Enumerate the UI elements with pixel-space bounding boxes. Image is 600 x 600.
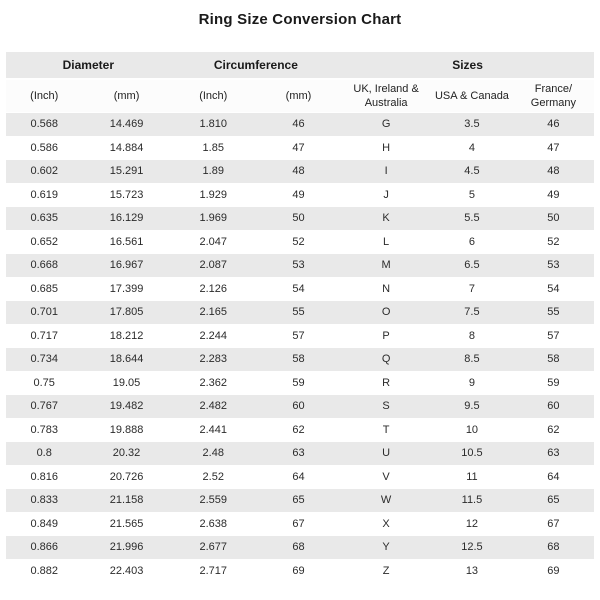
- table-cell: 0.816: [6, 465, 82, 489]
- group-header-sizes: Sizes: [341, 52, 594, 79]
- table-cell: 58: [256, 348, 341, 372]
- table-cell: 68: [513, 536, 594, 560]
- table-cell: 21.158: [82, 489, 170, 513]
- table-cell: 12: [431, 512, 513, 536]
- table-cell: 1.85: [171, 136, 256, 160]
- table-cell: 0.652: [6, 230, 82, 254]
- table-cell: 12.5: [431, 536, 513, 560]
- table-cell: 60: [256, 395, 341, 419]
- table-cell: 65: [256, 489, 341, 513]
- table-cell: 0.8: [6, 442, 82, 466]
- table-cell: 64: [513, 465, 594, 489]
- table-cell: 20.726: [82, 465, 170, 489]
- table-cell: 21.565: [82, 512, 170, 536]
- table-cell: 2.362: [171, 371, 256, 395]
- table-cell: 2.165: [171, 301, 256, 325]
- table-cell: X: [341, 512, 431, 536]
- table-cell: 0.734: [6, 348, 82, 372]
- table-cell: 19.05: [82, 371, 170, 395]
- table-cell: 22.403: [82, 559, 170, 583]
- table-cell: 69: [256, 559, 341, 583]
- table-row: [6, 348, 594, 372]
- table-cell: 69: [513, 559, 594, 583]
- table-cell: 50: [256, 207, 341, 231]
- column-header-2: (Inch): [171, 79, 256, 113]
- group-header-row: [6, 52, 594, 79]
- table-cell: 59: [513, 371, 594, 395]
- table-row: [6, 207, 594, 231]
- table-cell: 63: [256, 442, 341, 466]
- table-cell: 52: [256, 230, 341, 254]
- table-cell: 58: [513, 348, 594, 372]
- table-cell: 0.717: [6, 324, 82, 348]
- column-header-row: [6, 79, 594, 113]
- column-header-6: France/ Germany: [513, 79, 594, 113]
- table-row: [6, 136, 594, 160]
- table-cell: 1.89: [171, 160, 256, 184]
- table-cell: 55: [513, 301, 594, 325]
- table-cell: 2.52: [171, 465, 256, 489]
- table-row: [6, 254, 594, 278]
- table-cell: 1.929: [171, 183, 256, 207]
- column-header-0: (Inch): [6, 79, 82, 113]
- table-cell: 7.5: [431, 301, 513, 325]
- table-cell: 59: [256, 371, 341, 395]
- table-cell: 11.5: [431, 489, 513, 513]
- table-cell: 0.701: [6, 301, 82, 325]
- table-cell: 53: [513, 254, 594, 278]
- table-cell: Y: [341, 536, 431, 560]
- table-cell: M: [341, 254, 431, 278]
- table-cell: 47: [513, 136, 594, 160]
- table-cell: 1.969: [171, 207, 256, 231]
- table-cell: 2.48: [171, 442, 256, 466]
- table-cell: 0.882: [6, 559, 82, 583]
- table-cell: 8.5: [431, 348, 513, 372]
- table-cell: 0.685: [6, 277, 82, 301]
- table-cell: 17.805: [82, 301, 170, 325]
- table-cell: 17.399: [82, 277, 170, 301]
- table-cell: 62: [513, 418, 594, 442]
- title-bar: [6, 0, 594, 52]
- ring-size-table: [6, 52, 594, 583]
- group-header-circumference: Circumference: [171, 52, 342, 79]
- table-row: [6, 395, 594, 419]
- table-cell: 16.561: [82, 230, 170, 254]
- table-cell: 60: [513, 395, 594, 419]
- table-row: [6, 160, 594, 184]
- table-cell: 0.75: [6, 371, 82, 395]
- table-body: [6, 113, 594, 583]
- table-row: [6, 442, 594, 466]
- table-cell: 21.996: [82, 536, 170, 560]
- table-cell: 52: [513, 230, 594, 254]
- table-cell: O: [341, 301, 431, 325]
- table-row: [6, 324, 594, 348]
- table-row: [6, 559, 594, 583]
- table-cell: S: [341, 395, 431, 419]
- table-cell: 67: [513, 512, 594, 536]
- table-cell: 2.482: [171, 395, 256, 419]
- table-row: [6, 183, 594, 207]
- table-row: [6, 301, 594, 325]
- table-cell: 0.849: [6, 512, 82, 536]
- table-row: [6, 512, 594, 536]
- table-cell: 2.677: [171, 536, 256, 560]
- table-cell: 65: [513, 489, 594, 513]
- table-cell: 48: [256, 160, 341, 184]
- table-cell: 47: [256, 136, 341, 160]
- table-cell: V: [341, 465, 431, 489]
- table-cell: 6.5: [431, 254, 513, 278]
- table-cell: 18.644: [82, 348, 170, 372]
- table-cell: 2.047: [171, 230, 256, 254]
- table-cell: L: [341, 230, 431, 254]
- table-cell: 1.810: [171, 113, 256, 137]
- table-row: [6, 465, 594, 489]
- table-cell: 15.723: [82, 183, 170, 207]
- table-cell: 2.441: [171, 418, 256, 442]
- table-cell: 2.717: [171, 559, 256, 583]
- table-cell: 2.126: [171, 277, 256, 301]
- column-header-4: UK, Ireland & Australia: [341, 79, 431, 113]
- table-cell: 0.668: [6, 254, 82, 278]
- table-cell: 11: [431, 465, 513, 489]
- table-cell: 5.5: [431, 207, 513, 231]
- table-row: [6, 418, 594, 442]
- table-cell: 16.129: [82, 207, 170, 231]
- table-cell: 18.212: [82, 324, 170, 348]
- table-cell: 54: [256, 277, 341, 301]
- table-cell: 0.833: [6, 489, 82, 513]
- table-row: [6, 230, 594, 254]
- table-cell: 0.602: [6, 160, 82, 184]
- table-cell: 62: [256, 418, 341, 442]
- table-cell: W: [341, 489, 431, 513]
- table-cell: 0.866: [6, 536, 82, 560]
- table-cell: Z: [341, 559, 431, 583]
- table-cell: 2.087: [171, 254, 256, 278]
- table-cell: 14.884: [82, 136, 170, 160]
- table-cell: 2.559: [171, 489, 256, 513]
- table-cell: 46: [513, 113, 594, 137]
- table-cell: 54: [513, 277, 594, 301]
- table-cell: 57: [513, 324, 594, 348]
- table-cell: 64: [256, 465, 341, 489]
- table-row: [6, 489, 594, 513]
- table-cell: P: [341, 324, 431, 348]
- table-cell: H: [341, 136, 431, 160]
- table-cell: 16.967: [82, 254, 170, 278]
- column-header-3: (mm): [256, 79, 341, 113]
- table-cell: 68: [256, 536, 341, 560]
- table-cell: 63: [513, 442, 594, 466]
- table-cell: 0.783: [6, 418, 82, 442]
- table-cell: Q: [341, 348, 431, 372]
- table-cell: 5: [431, 183, 513, 207]
- table-cell: 10: [431, 418, 513, 442]
- table-cell: R: [341, 371, 431, 395]
- table-cell: 0.568: [6, 113, 82, 137]
- table-cell: 55: [256, 301, 341, 325]
- table-cell: 6: [431, 230, 513, 254]
- table-cell: 19.888: [82, 418, 170, 442]
- table-cell: 14.469: [82, 113, 170, 137]
- table-cell: U: [341, 442, 431, 466]
- table-cell: 10.5: [431, 442, 513, 466]
- table-cell: J: [341, 183, 431, 207]
- column-header-1: (mm): [82, 79, 170, 113]
- table-header: [6, 52, 594, 113]
- table-cell: 53: [256, 254, 341, 278]
- table-cell: 0.635: [6, 207, 82, 231]
- table-cell: 7: [431, 277, 513, 301]
- table-row: [6, 277, 594, 301]
- table-cell: I: [341, 160, 431, 184]
- table-cell: 0.619: [6, 183, 82, 207]
- table-cell: 2.283: [171, 348, 256, 372]
- table-cell: T: [341, 418, 431, 442]
- table-row: [6, 113, 594, 137]
- table-row: [6, 371, 594, 395]
- table-cell: 67: [256, 512, 341, 536]
- table-cell: 2.638: [171, 512, 256, 536]
- table-cell: 2.244: [171, 324, 256, 348]
- table-cell: 9.5: [431, 395, 513, 419]
- table-cell: 49: [513, 183, 594, 207]
- table-cell: 15.291: [82, 160, 170, 184]
- group-header-diameter: Diameter: [6, 52, 171, 79]
- table-cell: 0.767: [6, 395, 82, 419]
- column-header-5: USA & Canada: [431, 79, 513, 113]
- table-row: [6, 536, 594, 560]
- table-cell: G: [341, 113, 431, 137]
- table-cell: 48: [513, 160, 594, 184]
- table-cell: K: [341, 207, 431, 231]
- table-cell: 57: [256, 324, 341, 348]
- table-cell: 4.5: [431, 160, 513, 184]
- table-cell: 46: [256, 113, 341, 137]
- table-cell: 19.482: [82, 395, 170, 419]
- table-cell: 0.586: [6, 136, 82, 160]
- page-title: Ring Size Conversion Chart: [198, 11, 402, 28]
- table-cell: 20.32: [82, 442, 170, 466]
- table-cell: 13: [431, 559, 513, 583]
- table-cell: 4: [431, 136, 513, 160]
- table-cell: 49: [256, 183, 341, 207]
- table-cell: 9: [431, 371, 513, 395]
- table-cell: 50: [513, 207, 594, 231]
- table-cell: 8: [431, 324, 513, 348]
- table-cell: N: [341, 277, 431, 301]
- table-cell: 3.5: [431, 113, 513, 137]
